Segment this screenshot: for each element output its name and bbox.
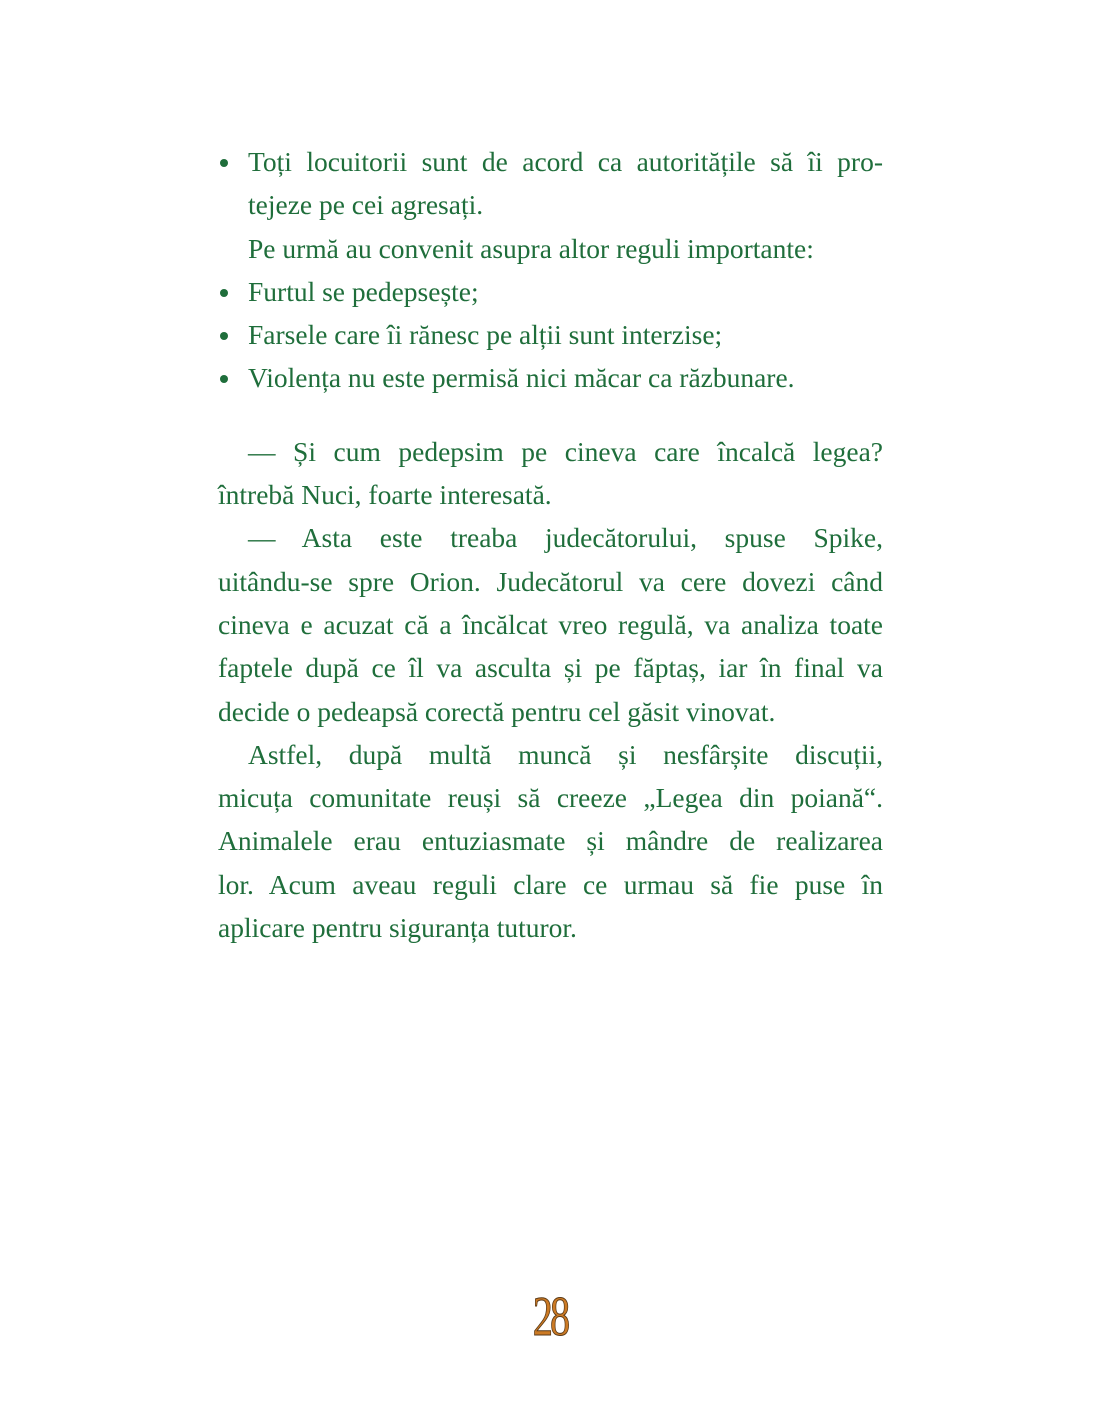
page-body — [218, 140, 883, 949]
text-line: aplicare pentru siguranța tuturor. — [218, 912, 577, 944]
text-line: întrebă Nuci, foarte interesată. — [218, 479, 552, 511]
paragraph — [218, 516, 883, 732]
text-line: micuța comunitate reuși să creeze „Legea din poiană“. — [218, 782, 883, 814]
list-item-continuation: tejeze pe cei agresați. — [248, 189, 484, 221]
text-line: lor. Acum aveau reguli clare ce urmau să fie puse în — [218, 868, 883, 900]
bullet-icon — [220, 159, 228, 167]
text-line: — Și cum pedepsim pe cineva care încalcă legea? — [248, 435, 883, 467]
bullet-icon — [220, 332, 228, 340]
list-item-text: Farsele care îi rănesc pe alții sunt interzise; — [248, 319, 723, 351]
text-line: Astfel, după multă muncă și nesfârșite discuții, — [248, 738, 883, 770]
text-line: uitându-se spre Orion. Judecătorul va cere dovezi când — [218, 565, 883, 597]
bullet-icon — [220, 375, 228, 383]
intro-line: Pe urmă au convenit asupra altor reguli importante: — [248, 232, 814, 264]
paragraph — [218, 430, 883, 517]
list-item — [218, 313, 883, 356]
text-line: Animalele erau entuziasmate și mândre de realizarea — [218, 825, 883, 857]
list-item — [218, 270, 883, 313]
list-item — [218, 140, 883, 183]
list-item-text: Violența nu este permisă nici măcar ca răzbunare. — [248, 362, 795, 394]
list-item-text: Furtul se pedepsește; — [248, 275, 479, 307]
text-line: decide o pedeapsă corectă pentru cel găsit vinovat. — [218, 695, 776, 727]
text-line: — Asta este treaba judecătorului, spuse Spike, — [248, 522, 883, 554]
paragraph — [218, 733, 883, 949]
text-line: faptele după ce îl va asculta și pe făptaș, iar în final va — [218, 652, 883, 684]
text-line: cineva e acuzat că a încălcat vreo regulă, va analiza toate — [218, 608, 883, 640]
list-item-text: Toți locuitorii sunt de acord ca autoritățile să îi pro- — [248, 146, 883, 177]
bullet-icon — [220, 289, 228, 297]
page-number: 28 — [532, 1286, 568, 1348]
list-item — [218, 356, 883, 399]
